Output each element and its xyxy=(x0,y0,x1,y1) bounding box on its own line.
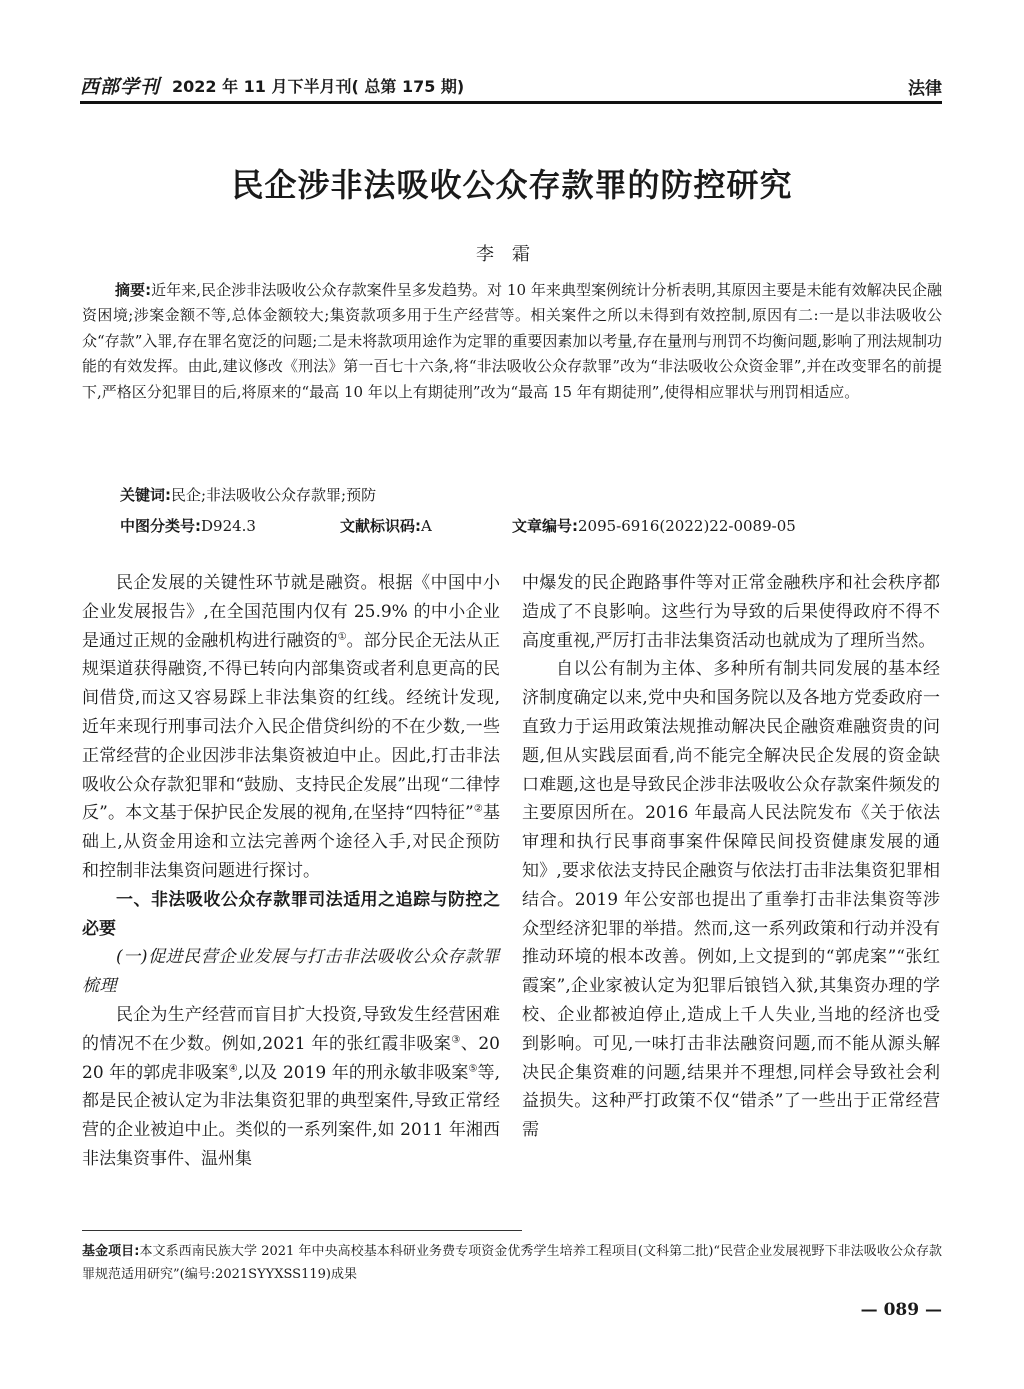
section-label: 法律 xyxy=(908,79,942,99)
subsection-heading: (一)促进民营企业发展与打击非法吸收公众存款罪梳理 xyxy=(82,947,500,997)
keywords-text: 民企;非法吸收公众存款罪;预防 xyxy=(171,486,377,504)
keywords xyxy=(120,484,376,505)
body-paragraph: 自以公有制为主体、多种所有制共同发展的基本经济制度确定以来,党中央和国务院以及各地方党委政府一直致力于运用政策法规推动解决民企融资难融资贵的问题,但从实践层面看,尚不能完全解决民企发展的资金缺口难题,这也是导致民企涉非法吸收公众存款案件频发的主要原因所在。2016 年最高人民法院发布《关于依法审理和执行民事商事案件保障民间投资健康发展的通知》,要求依法支持民企融资与依法打击非法集资犯罪相结合。2019 年公安部也提出了重拳打击非法集资等涉众型经济犯罪的举措。然而,这一系列政策和行动并没有推动环境的根本改善。例如,上文提到的“郭虎案”“张红霞案”,企业家被认定为犯罪后锒铛入狱,其集资办理的学校、企业都被迫停止,造成上千人失业,当地的经济也受到影响。可见,一味打击非法融资问题,而不能从源头解决民企集资难的问题,结果并不理想,同样会导致社会利益损失。这种严打政策不仅“错杀”了一些出于正常经营需 xyxy=(522,659,940,1141)
body-column-right xyxy=(522,569,940,1145)
footnote-ref: ④ xyxy=(228,1062,238,1074)
fund-text: 本文系西南民族大学 2021 年中央高校基本科研业务费专项资金优秀学生培养工程项目(文科第二批)“民营企业发展视野下非法吸收公众存款罪规范适用研究”(编号:2021SYYXSS119)成果 xyxy=(82,1244,943,1282)
body-column-left xyxy=(82,569,500,1174)
header-rule xyxy=(80,101,942,104)
section-heading: 一、非法吸收公众存款罪司法适用之追踪与防控之必要 xyxy=(82,889,500,939)
body-paragraph: 民企为生产经营而盲目扩大投资,导致发生经营困难的情况不在少数。例如,2021 年的张红霞非吸案③、2020 年的郭虎非吸案④,以及 2019 年的刑永敏非吸案⑤等,都是民企被认定为非法集资犯罪的典型案件,导致正常经营的企业被迫中止。类似的一系列案件,如 2011 年湘西非法集资事件、温州集 xyxy=(82,1004,501,1169)
article-title: 民企涉非法吸收公众存款罪的防控研究 xyxy=(231,166,793,204)
fund-footnote xyxy=(82,1240,942,1286)
running-header xyxy=(80,70,942,100)
footnote-ref: ③ xyxy=(451,1034,461,1046)
article-number: 文章编号:2095-6916(2022)22-0089-05 xyxy=(512,517,796,535)
page-number: — 089 — xyxy=(860,1300,942,1320)
footnote-ref: ⑤ xyxy=(468,1062,478,1074)
clc-number: 中图分类号:D924.3 xyxy=(120,517,256,535)
footnote-rule xyxy=(82,1230,522,1231)
footnote-ref: ② xyxy=(473,803,483,815)
abstract xyxy=(82,278,942,405)
footnote-ref: ① xyxy=(337,630,347,642)
journal-issue: 2022 年 11 月下半月刊( 总第 175 期) xyxy=(172,77,465,96)
fund-label: 基金项目: xyxy=(82,1244,140,1259)
journal-logo: 西部学刊 xyxy=(80,76,161,98)
classification-line xyxy=(120,515,942,537)
body-paragraph: 民企发展的关键性环节就是融资。根据《中国中小企业发展报告》,在全国范围内仅有 25.9% 的中小企业是通过正规的金融机构进行融资的①。部分民企无法从正规渠道获得融资,不得已转向内部集资或者利息更高的民间借贷,而这又容易踩上非法集资的红线。经统计发现,近年来现行刑事司法介入民企借贷纠纷的不在少数,一些正常经营的企业因涉非法集资被迫中止。因此,打击非法吸收公众存款犯罪和“鼓励、支持民企发展”出现“二律悖反”。本文基于保护民企发展的视角,在坚持“四特征”②基础上,从资金用途和立法完善两个途径入手,对民企预防和控制非法集资问题进行探讨。 xyxy=(82,573,501,881)
document-code: 文献标识码:A xyxy=(340,517,432,535)
body-paragraph: 中爆发的民企跑路事件等对正常金融秩序和社会秩序都造成了不良影响。这些行为导致的后果使得政府不得不高度重视,严厉打击非法集资活动也就成为了理所当然。 xyxy=(522,573,940,651)
abstract-text: 近年来,民企涉非法吸收公众存款案件呈多发趋势。对 10 年来典型案例统计分析表明,其原因主要是未能有效解决民企融资困境;涉案金额不等,总体金额较大;集资款项多用于生产经营等。相关案件之所以未得到有效控制,原因有二:一是以非法吸收公众“存款”入罪,存在罪名宽泛的问题;二是未将款项用途作为定罪的重要因素加以考量,存在量刑与刑罚不均衡问题,影响了刑法规制功能的有效发挥。由此,建议修改《刑法》第一百七十六条,将“非法吸收公众存款罪”改为“非法吸收公众资金罪”,并在改变罪名的前提下,严格区分犯罪目的后,将原来的“最高 10 年以上有期徒刑”改为“最高 15 年有期徒刑”,使得相应罪状与刑罚相适应。 xyxy=(82,281,943,401)
keywords-label: 关键词: xyxy=(120,486,171,504)
abstract-label: 摘要: xyxy=(115,281,152,299)
author-name: 李霜 xyxy=(476,244,548,265)
